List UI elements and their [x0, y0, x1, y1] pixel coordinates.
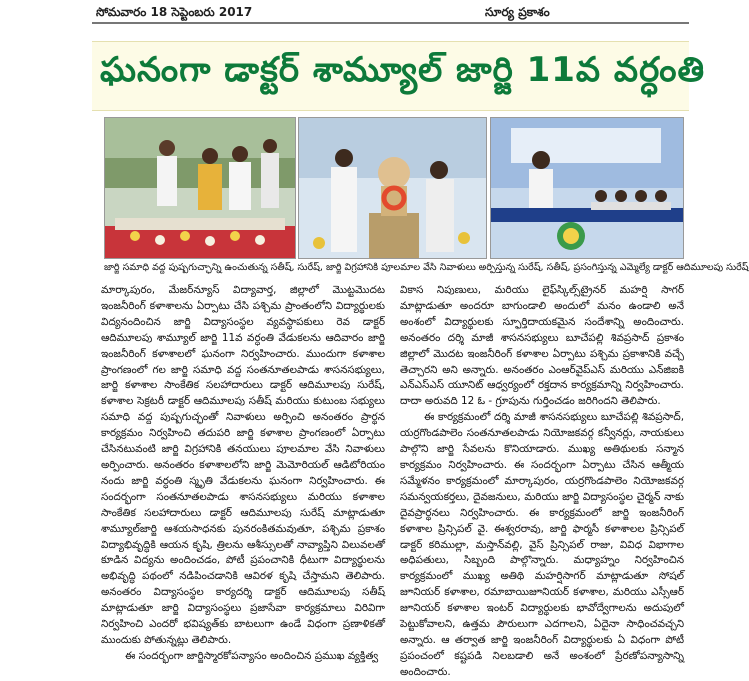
photo-grave-tribute [104, 117, 296, 259]
page-header [0, 0, 689, 24]
issue-date: సోమవారం 18 సెప్టెంబరు 2017 [96, 5, 253, 19]
photo-caption: జార్జి సమాధి వద్ద పుష్పగుచ్ఛాన్ని ఉంచుతున్న సతీష్, సురేష్, జార్జి విగ్రహానికి పూలమాల వేసి నివాళులు అర్పిస్తున్న సురేష్, సతీష్, ప్రసంగిస్తున్న ఎమ్మెల్యే డాక్టర్ ఆదిమూలపు సురేష్ [104, 262, 749, 273]
photo-statue-garland [298, 117, 487, 259]
article-paragraph: ఈ సందర్భంగా జార్జిస్మారకోపన్యాసం అందించిన ప్రముఖ వ్యక్తిత్వ [125, 649, 379, 662]
newspaper-name: సూర్య ప్రకాశం [485, 5, 550, 19]
article-column-left [101, 283, 385, 665]
photo-meeting-speech [490, 117, 684, 259]
article-column-right [400, 283, 684, 681]
article-paragraph: ఈ కార్యక్రమంలో దర్శి మాజీ శాసనసభ్యులు బూచేపల్లి శివప్రసాద్, యర్రగొండపాలెం సంతనూతలపాడు నియోజకవర్గ కన్వీనర్లు, నాయకులు పాల్గొని జార్జి సేవలను కొనియాడారు. ముఖ్య అతిథులకు సన్మాన కార్యక్రమం నిర్వహించారు. ఈ సందర్భంగా ఏర్పాటు చేసిన ఆత్మీయ సమ్మేళనం కార్యక్రమంలో మార్కాపురం, యర్రగొండపాలెం నియోజకవర్గ సమన్వయకర్తలు, దైవజనులు, మరియు జార్జి విద్యాసంస్థల చైర్మన్ నాకు దైవప్రార్థనలు నిర్వహించారు. ఈ కార్యక్రమంలో జార్జి ఇంజనీరింగ్ కళాశాల ప్రిన్సిపల్ వై. ఈశ్వరరావు, జార్జి ఫార్మసీ కళాశాలల ప్రిన్సిపల్ డాక్టర్ కరిముల్లా, మస్తాన్‌వల్లి, వైస్ ప్రిన్సిపల్ రాజు, వివిధ విభాగాల అధిపతులు, సిబ్బంది పాల్గొన్నారు. మధ్యాహ్నం నిర్వహించిన కార్యక్రమంలో ముఖ్య అతిథి మహర్షిసాగర్ మాట్లాడుతూ సోషల్ జూనియర్ కళాశాల, రమాబాయిజూనియర్ కళాశాల, మరియు ఎస్సీఆర్ జూనియర్ కళాశాల ఇంటర్ విద్యార్థులకు భావోద్వేగాలను అదుపులో పెట్టుకోవాలని, ఉత్తమ పౌరులుగా ఎదగాలని, ఏదైనా సాధించవచ్చని అన్నారు. ఆ తర్వాత జార్జి ఇంజనీరింగ్ విద్యార్థులకు ఏ విధంగా పోటీ ప్రపంచంలో కష్టపడి నిలబడాలి అనే అంశంలో ప్రేరణోపన్యాసాన్ని అందించారు. [400, 411, 684, 678]
headline-banner [92, 41, 706, 111]
article-headline: ఘనంగా డాక్టర్ శామ్యూల్ జార్జి 11వ వర్ధంతి [100, 50, 706, 90]
photo-grave-tribute-image [105, 118, 295, 258]
article-paragraph: వికాస నిపుణులు, మరియు లైఫ్‌స్కిల్స్‌ట్రైనర్ మహర్షి సాగర్ మాట్లాడుతూ అందరూ బాగుండాలి అందులో మనం ఉండాలి అనే అంశంలో విద్యార్థులకు స్ఫూర్తిదాయకమైన సందేశాన్ని అందించారు. అనంతరం దర్శి మాజీ శాసనసభ్యులు బూచేపల్లి శివప్రసాద్ ప్రకాశం జిల్లాలో మొదట ఇంజనీరింగ్ కళాశాల ఏర్పాటు పశ్చిమ ప్రకాశానికి వచ్చే తెచ్చారని అని అన్నారు. అనంతరం ఎంఆర్‌వైప్‌ఎస్ మరియు ఎన్‌జిఐకి ఎన్‌ఎస్‌ఎస్ యూనిట్ ఆధ్వర్యంలో రక్తదాన కార్యక్రమాన్ని నిర్వహించారు. దాదా అరువది 12 ఓ - గ్రూపును గుర్తించడం జరిగిందని తెలిపారు. [400, 284, 684, 408]
header-divider [92, 22, 689, 24]
photo-statue-garland-image [299, 118, 486, 258]
photo-meeting-speech-image [491, 118, 683, 258]
article-paragraph: మార్కాపురం, మేజర్‌న్యూస్ విద్యావార్త, జిల్లాలో మొట్టమొదట ఇంజనీరింగ్ కళాశాలను ఏర్పాటు చేసి పశ్చిమ ప్రాంతంలోని విద్యార్థులకు విద్యనందించిన జార్జి విద్యాసంస్థల వ్యవస్థాపకులు రెవ డాక్టర్ ఆదిమూలపు శామ్యూల్ జార్జి 11వ వర్ధంతి వేడుకలను ఆదివారం జార్జి ఇంజనీరింగ్ కళాశాలలో ఘనంగా నిర్వహించారు. ముందుగా కళాశాల ప్రాంగణంలో గల జార్జి సమాధి వద్ద సంతనూతలపాడు శాసనసభ్యులు, జార్జి కళాశాల సాంకేతిక సలహాదారులు డాక్టర్ ఆదిమూలపు సురేష్, కళాశాల సెక్రటరీ డాక్టర్ ఆదిమూలపు సతీష్ మరియు కుటుంబ సభ్యులు సమాధి వద్ద పుష్పగుచ్ఛంతో నివాళులు అర్పించి అనంతరం ప్రార్థన కార్యక్రమం నిర్వహించి తదుపరి జార్జి కళాశాల ప్రాంగణంలో ఏర్పాటు చేసినటువంటి జార్జి విగ్రహానికి తనయులు పూలమాల వేసి నివాళులు అర్పించారు. అనంతరం కళాశాలలోని జార్జి మెమోరియల్ ఆడిటోరియం నందు జార్జి వర్ధంతి స్మృతి వేడుకలను ఘనంగా నిర్వహించారు. ఈ సందర్భంగా సంతనూతలపాడు శాసనసభ్యులు మరియు కళాశాల సాంకేతిక సలహాదారులు డాక్టర్ ఆదిమూలపు సురేష్ మాట్లాడుతూ శామ్యూల్‌జార్జి ఆశయసాధనకు పునరంకితమవుతూ, పశ్చిమ ప్రకాశం విద్యాభివృద్ధికి ఆయన కృషి, త్రిలను ఆశీస్సులతో నావ్యాప్తిని విలువలతో కూడిన విద్యను అందించడం, పోటీ ప్రపంచానికి ధీటుగా విద్యార్థులను అభివృద్ధి పథంలో నడిపించడానికి ఆవిరళ కృషి చేస్తామని తెలిపారు. అనంతరం విద్యాసంస్థల కార్యదర్శి డాక్టర్ ఆదిమూలపు సతీష్ మాట్లాడుతూ జార్జి విద్యాసంస్థలు ప్రజాసేవా కార్యక్రమాలు విరివిగా నిర్వహించి ఎందరో భవిష్యత్‌కు బాటలుగా ఉండే విధంగా ప్రణాళికతో ముందుకు పోతున్నట్లు తెలిపారు. [101, 284, 385, 646]
